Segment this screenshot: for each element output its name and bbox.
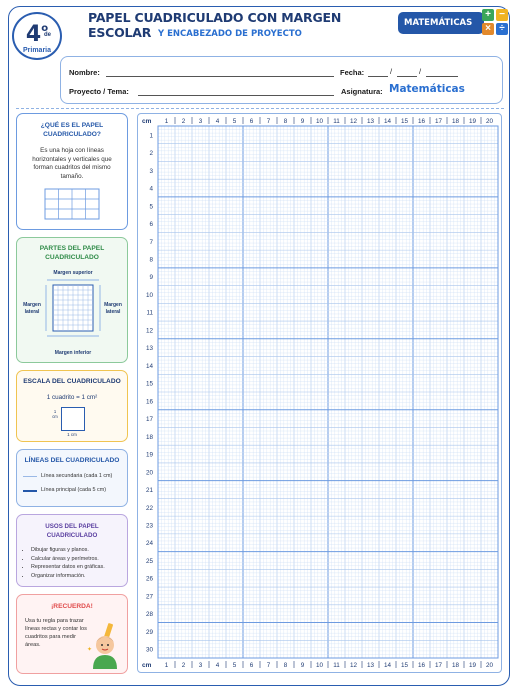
column-tick-label: 1 bbox=[164, 118, 169, 125]
column-tick-label: 5 bbox=[232, 118, 237, 125]
row-tick-label: 29 bbox=[145, 628, 153, 636]
row-tick-label: 14 bbox=[145, 362, 153, 370]
card-scale bbox=[16, 370, 128, 442]
grade-level: Primaria bbox=[22, 47, 52, 54]
list-item: • Organizar información. bbox=[31, 572, 127, 581]
times-icon: × bbox=[482, 23, 494, 35]
header-divider bbox=[16, 108, 504, 109]
column-tick-label: 4 bbox=[215, 118, 220, 125]
card-parts-title: PARTES DEL PAPEL CUADRICULADO bbox=[39, 245, 105, 261]
row-tick-label: 13 bbox=[145, 345, 153, 353]
date-label: Fecha: bbox=[340, 68, 365, 77]
primary-line-label: Línea principal (cada 5 cm) bbox=[41, 487, 107, 493]
date-slash-1: / bbox=[390, 67, 393, 76]
date-year-field[interactable] bbox=[426, 76, 458, 77]
name-field[interactable] bbox=[106, 76, 334, 77]
column-tick-label: 16 bbox=[417, 118, 426, 125]
row-tick-label: 10 bbox=[145, 291, 153, 299]
column-tick-label: 10 bbox=[315, 662, 324, 669]
column-tick-label: 19 bbox=[468, 662, 477, 669]
math-operations-icon bbox=[482, 9, 508, 35]
card-uses-title: USOS DEL PAPEL CUADRICULADO bbox=[45, 523, 99, 539]
student-header-form bbox=[60, 56, 503, 104]
subject-badge: MATEMÁTICAS bbox=[398, 12, 484, 34]
column-tick-label: 10 bbox=[315, 118, 324, 125]
secondary-line-label: Línea secundaria (cada 1 cm) bbox=[41, 473, 113, 479]
student-with-ruler-icon bbox=[83, 621, 127, 671]
row-tick-label: 17 bbox=[145, 416, 153, 424]
page-title: PAPEL CUADRICULADO CON MARGEN ESCOLAR bbox=[88, 10, 342, 40]
date-day-field[interactable] bbox=[368, 76, 388, 77]
column-tick-label: 8 bbox=[283, 662, 288, 669]
unit-square bbox=[61, 407, 85, 431]
card-scale-text: 1 cuadrito = 1 cm² bbox=[46, 393, 98, 401]
row-tick-label: 26 bbox=[145, 575, 153, 583]
list-item: • Dibujar figuras y planos. bbox=[31, 546, 127, 555]
primary-line-sample bbox=[23, 490, 37, 492]
list-item: • Calcular áreas y perímetros. bbox=[31, 555, 127, 564]
row-tick-label: 21 bbox=[145, 487, 153, 495]
column-tick-label: 2 bbox=[181, 118, 186, 125]
project-label: Proyecto / Tema: bbox=[69, 87, 129, 96]
grade-number-text: 4 bbox=[25, 22, 42, 47]
row-tick-label: 8 bbox=[149, 256, 153, 264]
column-tick-label: 14 bbox=[383, 118, 392, 125]
row-tick-label: 2 bbox=[149, 150, 153, 158]
row-tick-label: 11 bbox=[146, 309, 153, 317]
row-tick-label: 24 bbox=[145, 540, 153, 548]
unit-side-label: 1 cm bbox=[52, 409, 58, 419]
column-tick-label: 16 bbox=[417, 662, 426, 669]
column-tick-label: 20 bbox=[485, 662, 494, 669]
row-tick-label: 4 bbox=[149, 185, 153, 193]
card-remember-title: ¡RECUERDA! bbox=[51, 603, 93, 610]
row-tick-label: 7 bbox=[149, 238, 153, 246]
bottom-ruler-unit: cm bbox=[142, 662, 152, 669]
grid-sample-icon bbox=[44, 188, 100, 220]
column-tick-label: 1 bbox=[164, 662, 169, 669]
column-tick-label: 19 bbox=[468, 118, 477, 125]
card-scale-title: ESCALA DEL CUADRICULADO bbox=[23, 378, 121, 385]
card-lines bbox=[16, 449, 128, 507]
column-tick-label: 9 bbox=[300, 662, 305, 669]
row-tick-label: 25 bbox=[145, 557, 153, 565]
row-tick-label: 15 bbox=[145, 380, 153, 388]
row-tick-label: 28 bbox=[145, 611, 153, 619]
card-what-is bbox=[16, 113, 128, 230]
row-tick-label: 5 bbox=[149, 203, 153, 211]
list-item: • Representar datos en gráficas. bbox=[31, 563, 127, 572]
column-tick-label: 2 bbox=[181, 662, 186, 669]
row-tick-label: 9 bbox=[149, 274, 153, 282]
row-tick-label: 30 bbox=[145, 646, 153, 654]
card-what-title: ¿QUÉ ES EL PAPEL CUADRICULADO? bbox=[40, 122, 104, 138]
graph-paper-grid bbox=[138, 114, 501, 672]
card-lines-title: LÍNEAS DEL CUADRICULADO bbox=[24, 457, 120, 464]
column-tick-label: 18 bbox=[451, 118, 460, 125]
column-tick-label: 9 bbox=[300, 118, 305, 125]
column-tick-label: 6 bbox=[249, 118, 254, 125]
column-tick-label: 7 bbox=[266, 662, 271, 669]
margin-bottom-label: Margen inferior bbox=[54, 350, 92, 356]
row-tick-label: 3 bbox=[149, 167, 153, 175]
column-tick-label: 18 bbox=[451, 662, 460, 669]
row-tick-label: 23 bbox=[145, 522, 153, 530]
margins-diagram bbox=[43, 278, 103, 338]
plus-icon: + bbox=[482, 9, 494, 21]
grade-sup: o bbox=[41, 23, 49, 34]
secondary-line-sample bbox=[23, 476, 37, 477]
subject-label: Asignatura: bbox=[341, 87, 383, 96]
column-tick-label: 5 bbox=[232, 662, 237, 669]
column-tick-label: 11 bbox=[333, 118, 340, 125]
margin-right-label: Margen lateral bbox=[104, 302, 122, 315]
column-tick-label: 17 bbox=[434, 118, 443, 125]
grade-number bbox=[14, 17, 60, 47]
row-tick-label: 1 bbox=[149, 132, 153, 140]
column-tick-label: 7 bbox=[266, 118, 271, 125]
card-what-text: Es una hoja con líneas horizontales y verticales que forman cuadritos del mismo tamaño. bbox=[32, 147, 112, 180]
row-tick-label: 27 bbox=[145, 593, 153, 601]
column-tick-label: 15 bbox=[400, 118, 409, 125]
column-tick-label: 14 bbox=[383, 662, 392, 669]
page-subtitle: Y ENCABEZADO DE PROYECTO bbox=[158, 29, 302, 39]
divide-icon: ÷ bbox=[496, 23, 508, 35]
grade-badge bbox=[12, 12, 62, 60]
row-tick-label: 6 bbox=[149, 221, 153, 229]
column-tick-label: 13 bbox=[366, 118, 375, 125]
subject-value: Matemáticas bbox=[389, 83, 465, 95]
column-tick-label: 13 bbox=[366, 662, 375, 669]
column-tick-label: 11 bbox=[333, 662, 340, 669]
unit-bottom-label: 1 cm bbox=[67, 432, 77, 437]
column-tick-label: 12 bbox=[349, 118, 358, 125]
grade-de: de bbox=[44, 32, 52, 38]
column-tick-label: 20 bbox=[485, 118, 494, 125]
card-remember bbox=[16, 594, 128, 674]
column-tick-label: 3 bbox=[198, 662, 203, 669]
project-field[interactable] bbox=[138, 95, 334, 96]
column-tick-label: 3 bbox=[198, 118, 203, 125]
name-label: Nombre: bbox=[69, 68, 100, 77]
card-parts bbox=[16, 237, 128, 363]
column-tick-label: 8 bbox=[283, 118, 288, 125]
margin-top-label: Margen superior bbox=[53, 270, 93, 276]
svg-text:✦: ✦ bbox=[87, 647, 93, 653]
grid-panel bbox=[137, 113, 502, 673]
row-tick-label: 20 bbox=[145, 469, 153, 477]
uses-list bbox=[17, 546, 127, 580]
column-tick-label: 12 bbox=[349, 662, 358, 669]
row-tick-label: 16 bbox=[145, 398, 153, 406]
minus-icon: − bbox=[496, 9, 508, 21]
card-uses bbox=[16, 514, 128, 587]
row-tick-label: 12 bbox=[145, 327, 153, 335]
card-remember-text: Usa tu regla para trazar líneas rectas y contar los cuadritos para medir áreas. bbox=[25, 618, 87, 648]
column-tick-label: 17 bbox=[434, 662, 443, 669]
column-tick-label: 15 bbox=[400, 662, 409, 669]
column-tick-label: 4 bbox=[215, 662, 220, 669]
row-tick-label: 19 bbox=[145, 451, 153, 459]
date-slash-2: / bbox=[419, 67, 422, 76]
row-tick-label: 18 bbox=[145, 433, 153, 441]
date-month-field[interactable] bbox=[397, 76, 417, 77]
top-ruler-unit: cm bbox=[142, 118, 152, 125]
column-tick-label: 6 bbox=[249, 662, 254, 669]
row-tick-label: 22 bbox=[145, 504, 153, 512]
margin-left-label: Margen lateral bbox=[23, 302, 41, 315]
